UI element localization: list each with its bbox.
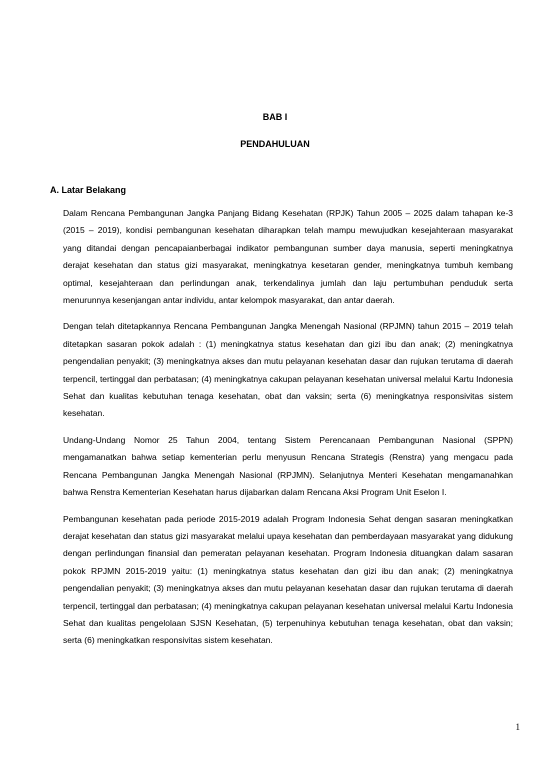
chapter-title: PENDAHULUAN [240, 139, 310, 149]
section-heading: A. Latar Belakang [50, 185, 127, 195]
body-text [63, 205, 513, 659]
paragraph-sppn: Undang-Undang Nomor 25 Tahun 2004, tentang Sistem Perencanaan Pembangunan Nasional (SPPN) mengamanatkan bahwa setiap kementerian perlu menyusun Rencana Strategis (Renstra) yang mengacu pada Rencana Pembangunan Jangka Menengah Nasional (RPJMN). Selanjutnya Menteri Kesehatan mengamanahkan bahwa Renstra Kementerian Kesehatan harus dijabarkan dalam Rencana Aksi Program Unit Eselon I. [63, 434, 513, 498]
chapter-number: BAB I [262, 112, 288, 122]
paragraph-rpjk: Dalam Rencana Pembangunan Jangka Panjang Bidang Kesehatan (RPJK) Tahun 2005 – 2025 dalam tahapan ke-3 (2015 – 2019), kondisi pembangunan kesehatan diharapkan telah mampu mewujudkan kesejahteraan masyarakat yang ditandai dengan pencapaianberbagai indikator pembangunan sumber daya manusia, seperti meningkatnya derajat kesehatan dan status gizi masyarakat, meningkatnya kesetaran gender, meningkatnya tumbuh kembang optimal, kesejahteraan dan perlindungan anak, terkendalinya jumlah dan laju pertumbuhan penduduk serta menurunnya kesenjangan antar individu, antar kelompok masyarakat, dan antar daerah. [63, 208, 513, 306]
paragraph-program-indonesia-sehat: Pembangunan kesehatan pada periode 2015-2019 adalah Program Indonesia Sehat dengan sasaran meningkatkan derajat kesehatan dan status gizi masyarakat melalui upaya kesehatan dan pemberdayaan masyarakat yang didukung dengan perlindungan finansial dan pemeratan pelayanan kesehatan. Program Indonesia dituangkan dalam sasaran pokok RPJMN 2015-2019 yaitu: (1) meningkatnya status kesehatan dan gizi ibu dan anak; (2) meningkatnya pengendalian penyakit; (3) meningkatnya akses dan mutu pelayanan kesehatan dasar dan rujukan terutama di daerah terpencil, tertinggal dan perbatasan; (4) meningkatnya cakupan pelayanan kesehatan universal melalui Kartu Indonesia Sehat dan kualitas pengelolaan SJSN Kesehatan, (5) terpenuhinya kebutuhan tenaga kesehatan, obat dan vaksin; serta (6) meningkatkan responsivitas sistem kesehatan. [63, 513, 513, 646]
page-number: 1 [515, 722, 520, 732]
paragraph-rpjmn: Dengan telah ditetapkannya Rencana Pembangunan Jangka Menengah Nasional (RPJMN) tahun 2015 – 2019 telah ditetapkan sasaran pokok adalah : (1) meningkatnya status kesehatan dan gizi ibu dan anak; (2) meningkatnya pengendalian penyakit; (3) meningkatnya akses dan mutu pelayanan kesehatan dasar dan rujukan terutama di daerah terpencil, tertinggal dan perbatasan; (4) meningkatnya cakupan pelayanan kesehatan universal melalui Kartu Indonesia Sehat dan kualitas kebutuhan tenaga kesehatan, obat dan vaksin; serta (6) meningkatnya responsivitas sistem kesehatan. [63, 321, 513, 419]
